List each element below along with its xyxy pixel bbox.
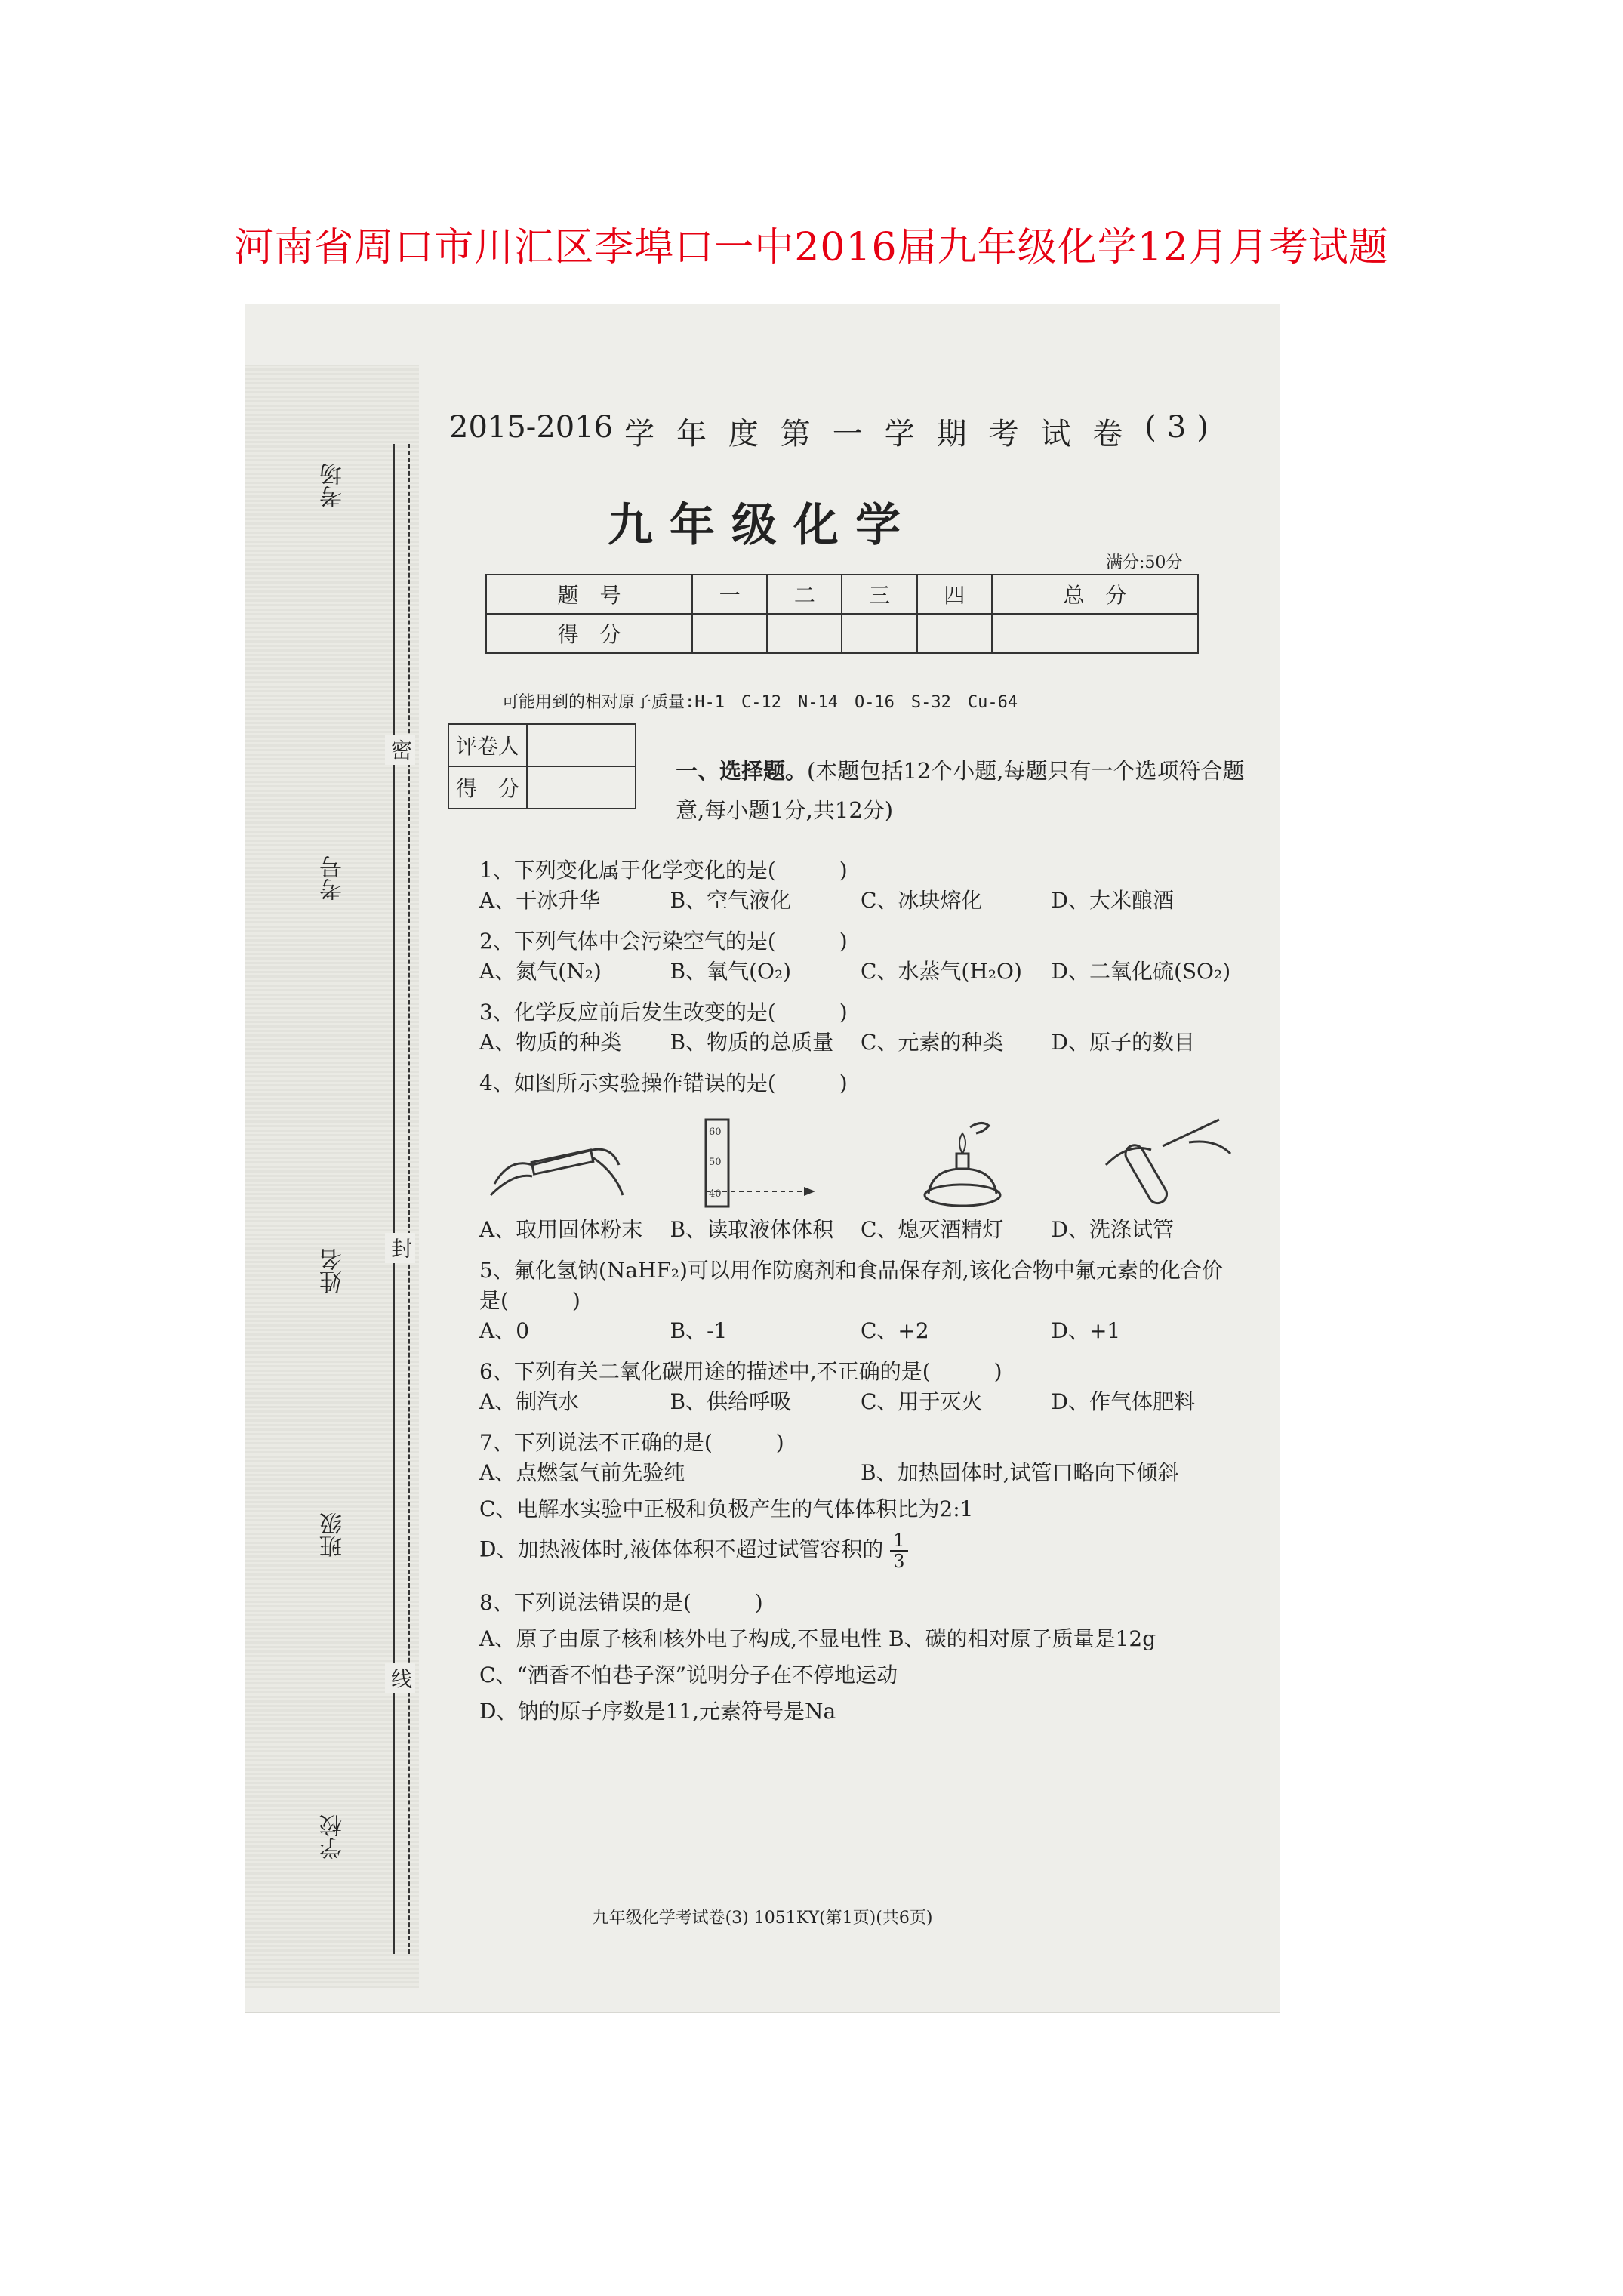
grader-table — [448, 723, 636, 809]
score-blank — [992, 614, 1198, 653]
option: D、大米酿酒 — [1051, 888, 1174, 913]
section-heading — [676, 751, 1249, 830]
header-word: 度 — [728, 417, 769, 451]
question-stem: 5、氟化氢钠(NaHF₂)可以用作防腐剂和食品保存剂,该化合物中氟元素的化合价是( ) — [479, 1258, 1223, 1313]
question — [479, 926, 1242, 987]
cylinder-tick-label: 40 — [709, 1188, 722, 1200]
option: C、水蒸气(H₂O) — [861, 959, 1022, 984]
option: B、空气液化 — [670, 888, 792, 913]
atomic-masses: 可能用到的相对原子质量:H-1 C-12 N-14 O-16 S-32 Cu-64 — [502, 693, 1018, 712]
option: D、加热液体时,液体体积不超过试管容积的 — [479, 1536, 884, 1562]
seal-word-mi: 密 — [385, 735, 415, 765]
option: B、读取液体体积 — [670, 1217, 834, 1242]
header-word: 一 — [832, 417, 873, 451]
option: C、电解水实验中正极和负极产生的气体体积比为2:1 — [479, 1496, 974, 1521]
header-word: 卷 — [1092, 417, 1134, 451]
option: D、洗涤试管 — [1051, 1217, 1174, 1242]
option-row — [479, 1316, 1242, 1346]
header-word: 学 — [624, 417, 666, 451]
page-footer: 九年级化学考试卷(3) 1051KY(第1页)(共6页) — [592, 1909, 933, 1928]
question — [479, 1357, 1242, 1417]
header-word: 试 — [1040, 417, 1082, 451]
score-cell: 一 — [692, 575, 767, 614]
fraction — [890, 1530, 907, 1571]
exam-header — [449, 410, 1219, 453]
score-blank — [692, 614, 767, 653]
question — [479, 1068, 1242, 1245]
option: C、用于灭火 — [861, 1389, 983, 1414]
question — [479, 997, 1242, 1058]
seal-word-xian: 线 — [385, 1663, 415, 1693]
option-row — [479, 886, 1242, 916]
score-cell: 三 — [842, 575, 916, 614]
grader-label: 评卷人 — [448, 724, 527, 766]
option: D、作气体肥料 — [1051, 1389, 1195, 1414]
question — [479, 1428, 1242, 1571]
score-blank — [842, 614, 916, 653]
test-tube-washing-figure — [1091, 1112, 1242, 1210]
header-word: 第 — [780, 417, 821, 451]
option: A、制汽水 — [479, 1389, 580, 1414]
option: B、物质的总质量 — [670, 1030, 834, 1055]
document-title: 河南省周口市川汇区李埠口一中2016届九年级化学12月月考试题 — [234, 225, 1389, 270]
question-stem: 1、下列变化属于化学变化的是( ) — [479, 858, 848, 883]
grader-score-label: 得 分 — [448, 766, 527, 809]
header-word: 学 — [884, 417, 925, 451]
option: C、元素的种类 — [861, 1030, 1004, 1055]
score-table — [485, 574, 1199, 654]
option: D、二氧化硫(SO₂) — [1051, 959, 1231, 984]
powder-sampling-figure — [479, 1112, 630, 1210]
score-cell: 二 — [767, 575, 842, 614]
option-with-fraction — [479, 1530, 1242, 1571]
option: C、“酒香不怕巷子深”说明分子在不停地运动 — [479, 1663, 898, 1687]
score-blank — [767, 614, 842, 653]
option: D、钠的原子序数是11,元素符号是Na — [479, 1699, 836, 1724]
binding-margin — [245, 365, 419, 1988]
score-cell: 四 — [917, 575, 992, 614]
option: A、物质的种类 — [479, 1030, 622, 1055]
binding-dashed-line — [408, 444, 410, 1954]
alcohol-lamp-figure — [887, 1112, 1038, 1210]
option: C、冰块熔化 — [861, 888, 983, 913]
option: A、原子由原子核和核外电子构成,不显电性 B、碳的相对原子质量是12g — [479, 1626, 1156, 1651]
option: B、供给呼吸 — [670, 1389, 792, 1414]
option-row — [479, 957, 1242, 987]
scanned-exam-page — [245, 304, 1280, 2012]
option: B、-1 — [670, 1318, 728, 1343]
fraction-denominator: 3 — [893, 1551, 905, 1572]
cylinder-tick-label: 60 — [709, 1126, 722, 1138]
question-stem: 8、下列说法错误的是( ) — [479, 1590, 763, 1615]
header-word: 年 — [676, 417, 717, 451]
question-list — [479, 855, 1242, 1737]
lab-figures — [479, 1112, 1242, 1210]
option: A、氮气(N₂) — [479, 959, 602, 984]
seal-word-feng: 封 — [385, 1233, 415, 1263]
question — [479, 1588, 1242, 1727]
question-stem: 2、下列气体中会污染空气的是( ) — [479, 929, 848, 954]
option: C、熄灭酒精灯 — [861, 1217, 1004, 1242]
option: B、加热固体时,试管口略向下倾斜 — [861, 1460, 1179, 1485]
question-stem: 4、如图所示实验操作错误的是( ) — [479, 1071, 848, 1096]
full-mark: 满分:50分 — [1106, 553, 1183, 572]
option: B、氧气(O₂) — [670, 959, 792, 984]
label-class: 班级 — [320, 1512, 346, 1558]
header-word: 考 — [988, 417, 1030, 451]
question — [479, 1256, 1242, 1346]
option: D、+1 — [1051, 1318, 1121, 1343]
score-blank — [917, 614, 992, 653]
label-name: 姓名 — [320, 1248, 346, 1293]
option-row — [479, 1215, 1242, 1245]
label-exam-room: 考场 — [320, 463, 346, 508]
option: A、点燃氢气前先验纯 — [479, 1460, 685, 1485]
cylinder-tick-label: 50 — [709, 1157, 722, 1168]
option-row — [479, 1458, 1242, 1488]
grader-blank — [527, 724, 636, 766]
exam-subject: 九年级化学 — [608, 499, 917, 552]
label-exam-number: 考号 — [320, 855, 346, 901]
score-row-label: 得 分 — [486, 614, 692, 653]
score-table-header-row — [486, 575, 1198, 614]
option: D、原子的数目 — [1051, 1030, 1195, 1055]
question-stem: 6、下列有关二氧化碳用途的描述中,不正确的是( ) — [479, 1359, 1002, 1384]
header-word: (3) — [1144, 410, 1219, 445]
option: C、+2 — [861, 1318, 929, 1343]
section-title: 一、选择题。 — [676, 758, 808, 784]
fraction-numerator: 1 — [890, 1530, 907, 1552]
option-row — [479, 1028, 1242, 1058]
score-table-score-row — [486, 614, 1198, 653]
question — [479, 855, 1242, 916]
score-cell: 题 号 — [486, 575, 692, 614]
header-word: 期 — [936, 417, 978, 451]
option: A、0 — [479, 1318, 530, 1343]
exam-year: 2015-2016 — [449, 410, 614, 445]
option: A、取用固体粉末 — [479, 1217, 643, 1242]
question-stem: 7、下列说法不正确的是( ) — [479, 1430, 784, 1455]
grader-blank — [527, 766, 636, 809]
label-school: 学校 — [320, 1814, 346, 1860]
option: A、干冰升华 — [479, 888, 601, 913]
option-row — [479, 1387, 1242, 1417]
question-stem: 3、化学反应前后发生改变的是( ) — [479, 1000, 848, 1025]
score-cell: 总 分 — [992, 575, 1198, 614]
binding-solid-line — [393, 444, 395, 1954]
section-description: (本题包括12个小题,每题只有一个选项符合题意,每小题1分,共12分) — [676, 758, 1245, 823]
graduated-cylinder-figure — [683, 1112, 834, 1210]
